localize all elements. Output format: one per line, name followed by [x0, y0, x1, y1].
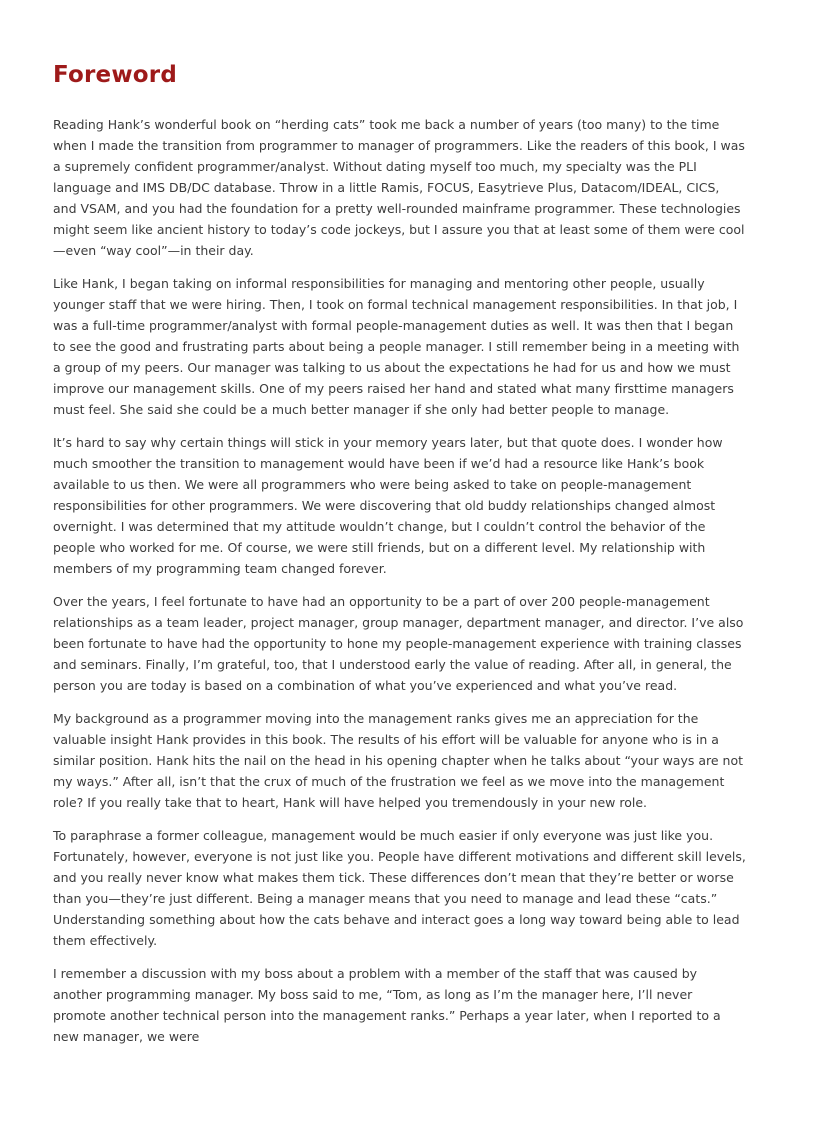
paragraph: To paraphrase a former colleague, management would be much easier if only everyone was just like you. Fortunately, however, everyone is not just like you. People have different motivations and different skill levels, and you really never know what makes them tick. These differences don’t mean that they’re better or worse than you—they’re just different. Being a manager means that you need to manage and lead these “cats.” Understanding something about how the cats behave and interact goes a long way toward being able to lead them effectively. — [53, 828, 746, 948]
foreword-body — [53, 114, 746, 1047]
paragraph: It’s hard to say why certain things will stick in your memory years later, but that quote does. I wonder how much smoother the transition to management would have been if we’d had a resource like Hank’s book available to us then. We were all programmers who were being asked to take on people-management responsibilities for other programmers. We were discovering that old buddy relationships changed almost overnight. I was determined that my attitude wouldn’t change, but I couldn’t control the behavior of the people who worked for me. Of course, we were still friends, but on a different level. My relationship with members of my programming team changed forever. — [53, 435, 723, 576]
paragraph: My background as a programmer moving into the management ranks gives me an appreciation for the valuable insight Hank provides in this book. The results of his effort will be valuable for anyone who is in a similar position. Hank hits the nail on the head in his opening chapter when he talks about “your ways are not my ways.” After all, isn’t that the crux of much of the frustration we feel as we move into the management role? If you really take that to heart, Hank will have helped you tremendously in your new role. — [53, 711, 744, 810]
paragraph: Like Hank, I began taking on informal responsibilities for managing and mentoring other people, usually younger staff that we were hiring. Then, I took on formal technical management responsibilities. In that job, I was a full-time programmer/analyst with formal people-management duties as well. It was then that I began to see the good and frustrating parts about being a people manager. I still remember being in a meeting with a group of my peers. Our manager was talking to us about the expectations he had for us and how we must improve our management skills. One of my peers raised her hand and stated what many firsttime managers must feel. She said she could be a much better manager if she only had better people to manage. — [53, 276, 740, 417]
paragraph: I remember a discussion with my boss about a problem with a member of the staff that was caused by another programming manager. My boss said to me, “Tom, as long as I’m the manager here, I’ll never promote another technical person into the management ranks.” Perhaps a year later, when I reported to a new manager, we were — [53, 966, 721, 1044]
page-title: Foreword — [53, 62, 177, 88]
paragraph: Reading Hank’s wonderful book on “herding cats” took me back a number of years (too many) to the time when I made the transition from programmer to manager of programmers. Like the readers of this book, I was a supremely confident programmer/analyst. Without dating myself too much, my specialty was the PLI language and IMS DB/DC database. Throw in a little Ramis, FOCUS, Easytrieve Plus, Datacom/IDEAL, CICS, and VSAM, and you had the foundation for a pretty well-rounded mainframe programmer. These technologies might seem like ancient history to today’s code jockeys, but I assure you that at least some of them were cool—even “way cool”—in their day. — [53, 117, 745, 258]
paragraph: Over the years, I feel fortunate to have had an opportunity to be a part of over 200 people-management relationships as a team leader, project manager, group manager, department manager, and director. I’ve also been fortunate to have had the opportunity to hone my people-management experience with training classes and seminars. Finally, I’m grateful, too, that I understood early the value of reading. After all, in general, the person you are today is based on a combination of what you’ve experienced and what you’ve read. — [53, 594, 744, 693]
